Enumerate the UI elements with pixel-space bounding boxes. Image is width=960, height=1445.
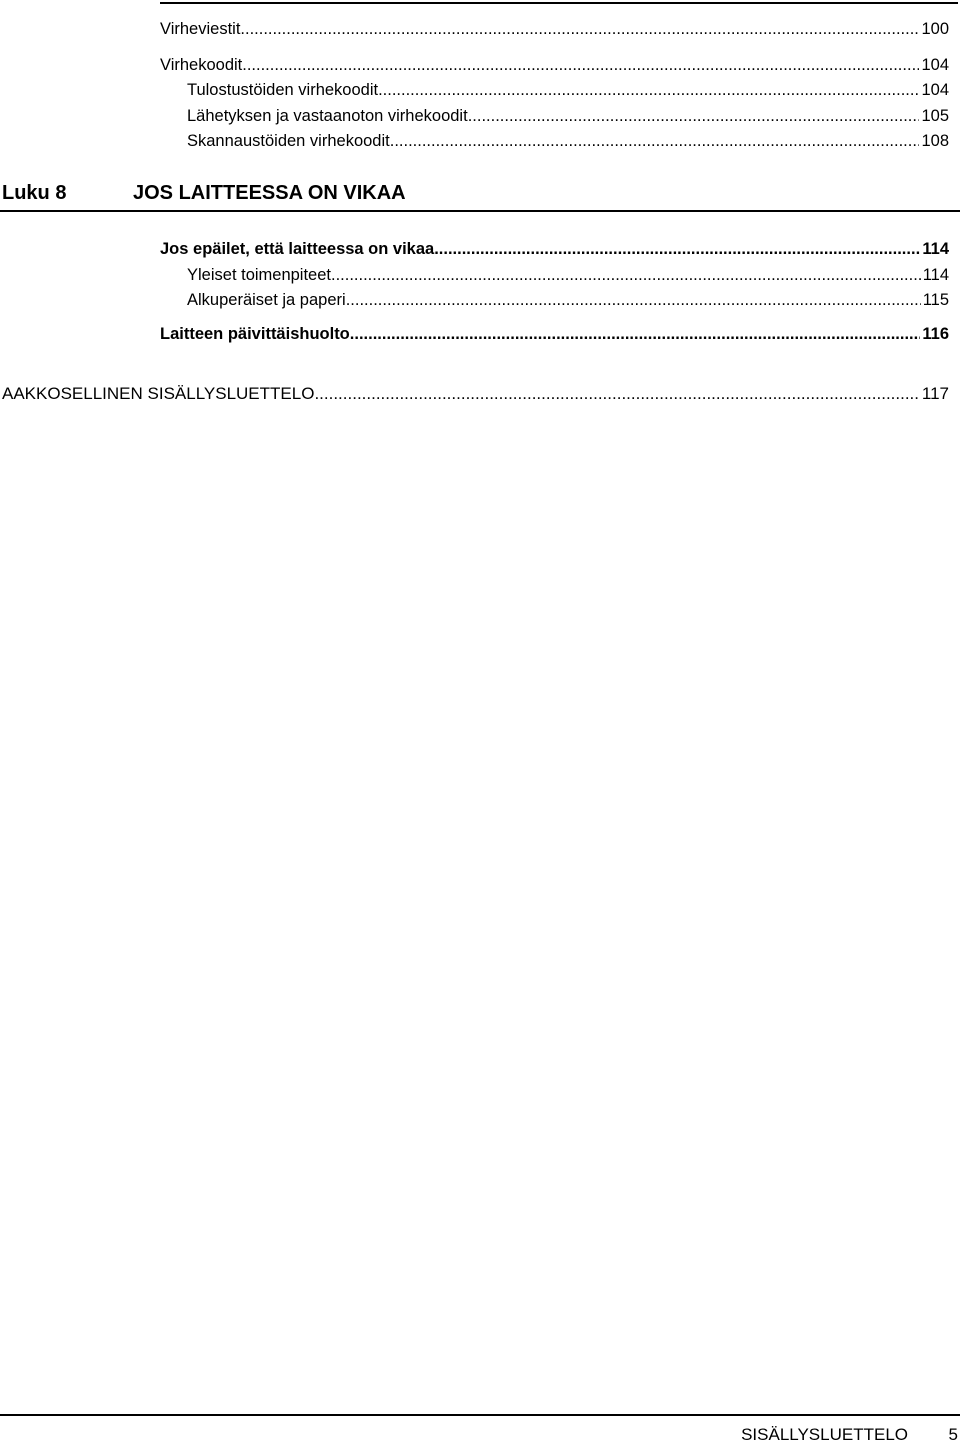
toc-entry-page: 108 <box>921 132 949 150</box>
chapter-label: Luku 8 <box>2 182 67 204</box>
toc-entry-virheviestit[interactable] <box>160 19 949 39</box>
top-rule <box>160 2 958 4</box>
toc-leader <box>390 131 920 151</box>
toc-entry-label: Skannaustöiden virhekoodit <box>187 132 390 150</box>
toc-entry-label: AAKKOSELLINEN SISÄLLYSLUETTELO <box>2 384 315 403</box>
toc-entry-label: Jos epäilet, että laitteessa on vikaa <box>160 240 435 258</box>
footer-rule <box>0 1414 960 1416</box>
toc-entry-label: Tulostustöiden virhekoodit <box>187 81 379 99</box>
toc-entry-label: Laitteen päivittäishuolto <box>160 325 350 343</box>
toc-entry-label: Lähetyksen ja vastaanoton virhekoodit <box>187 107 468 125</box>
toc-leader <box>434 239 920 259</box>
toc-entry-alkuperaiset[interactable] <box>187 290 949 310</box>
toc-entry-page: 115 <box>922 291 949 309</box>
toc-entry-index[interactable] <box>2 384 949 404</box>
footer-section-title: SISÄLLYSLUETTELO <box>741 1425 908 1444</box>
toc-leader <box>468 106 920 126</box>
toc-entry-page: 117 <box>921 384 949 403</box>
toc-entry-page: 116 <box>922 325 949 343</box>
toc-entry-tulostustoiden[interactable] <box>187 80 949 100</box>
toc-entry-label: Yleiset toimenpiteet <box>187 266 331 284</box>
toc-entry-page: 114 <box>922 240 949 258</box>
toc-entry-yleiset[interactable] <box>187 265 949 285</box>
toc-entry-page: 105 <box>921 107 949 125</box>
toc-leader <box>378 80 919 100</box>
toc-entry-page: 114 <box>922 266 949 284</box>
toc-entry-virhekoodit[interactable] <box>160 55 949 75</box>
toc-entry-page: 104 <box>921 56 949 74</box>
toc-leader <box>240 19 919 39</box>
toc-leader <box>242 55 919 75</box>
toc-entry-label: Virhekoodit <box>160 56 243 74</box>
toc-leader <box>314 384 919 404</box>
toc-entry-skannaustoiden[interactable] <box>187 131 949 151</box>
chapter-title[interactable]: JOS LAITTEESSA ON VIKAA <box>133 182 406 204</box>
toc-leader <box>331 265 921 285</box>
toc-leader <box>350 324 921 344</box>
toc-leader <box>346 290 921 310</box>
toc-entry-page: 104 <box>921 81 949 99</box>
footer-page-number: 5 <box>948 1425 958 1444</box>
toc-entry-jos-epailet[interactable] <box>160 239 949 259</box>
toc-entry-label: Virheviestit <box>160 20 241 38</box>
toc-entry-page: 100 <box>921 20 949 38</box>
chapter-rule <box>0 210 960 212</box>
toc-entry-lahetyksen[interactable] <box>187 106 949 126</box>
toc-entry-label: Alkuperäiset ja paperi <box>187 291 346 309</box>
toc-entry-paivittaishuolto[interactable] <box>160 324 949 344</box>
